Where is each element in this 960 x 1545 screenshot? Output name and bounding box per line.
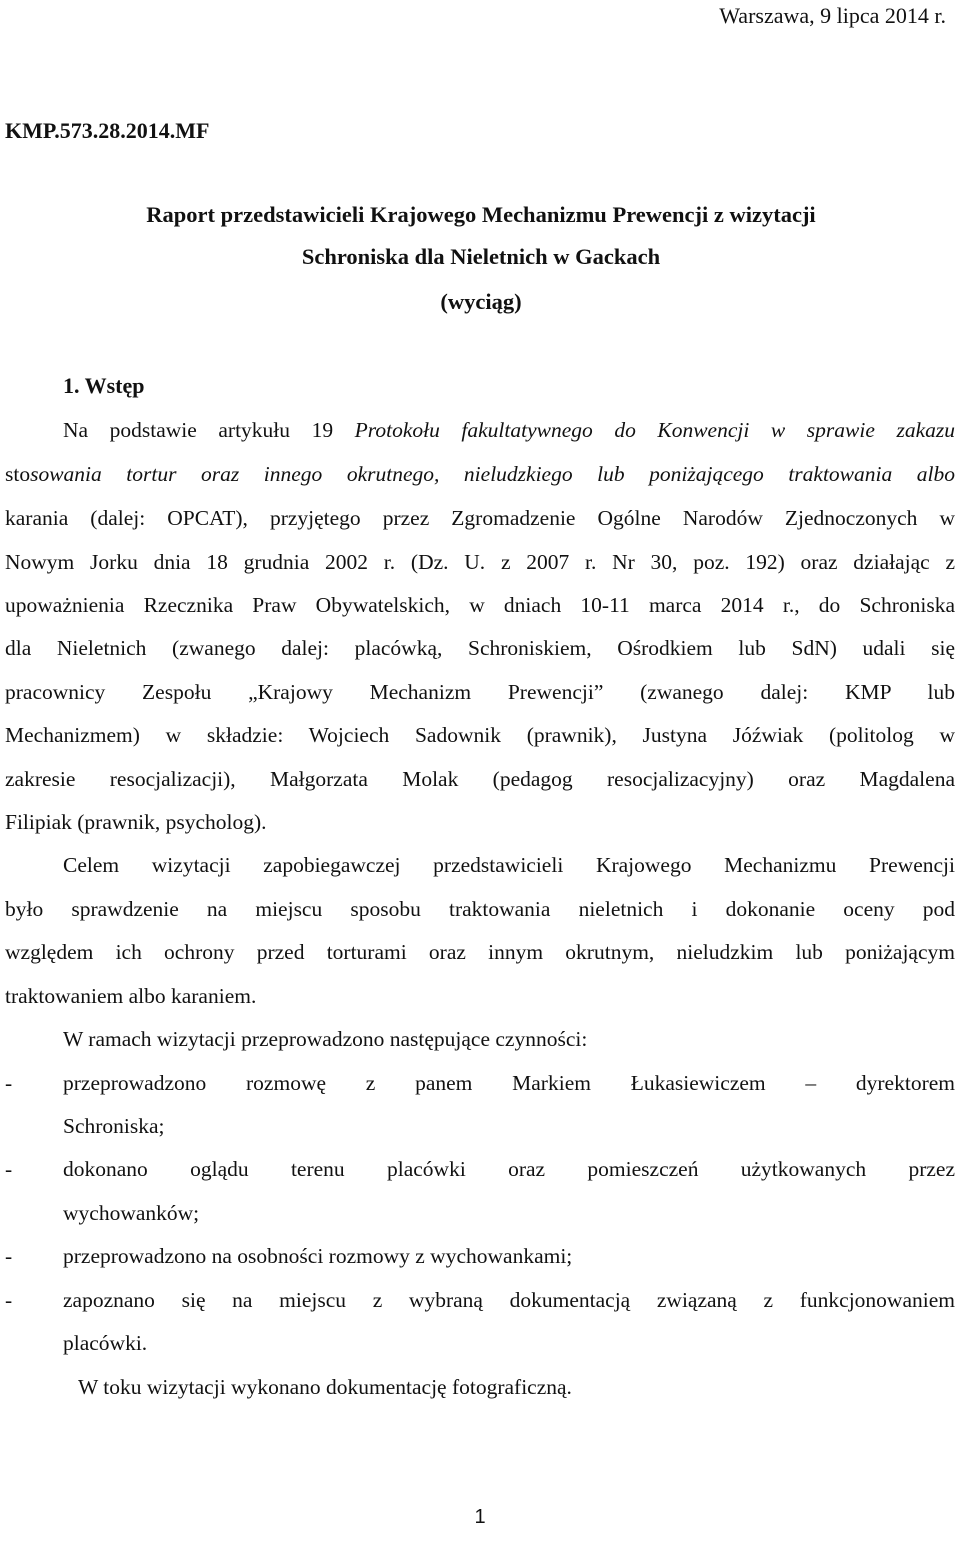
paragraph-line: karania (dalej: OPCAT), przyjętego przez Zgromadzenie Ogólne Narodów Zjednoczonych w bbox=[5, 506, 955, 530]
paragraph-line: dla Nieletnich (zwanego dalej: placówką, Schroniskiem, Ośrodkiem lub SdN) udali się bbox=[5, 636, 955, 660]
list-dash: - bbox=[5, 1244, 13, 1268]
list-item-line: placówki. bbox=[63, 1331, 148, 1355]
list-dash: - bbox=[5, 1071, 13, 1095]
list-item-line: zapoznano się na miejscu z wybraną dokumentacją związaną z funkcjonowaniem bbox=[63, 1288, 955, 1312]
section-heading: 1. Wstęp bbox=[63, 373, 145, 398]
paragraph-line: upoważnienia Rzecznika Praw Obywatelskich, w dniach 10-11 marca 2014 r., do Schroniska bbox=[5, 593, 955, 617]
paragraph-line: względem ich ochrony przed torturami oraz innym okrutnym, nieludzkim lub poniżającym bbox=[5, 940, 955, 964]
list-item-line: przeprowadzono rozmowę z panem Markiem Łukasiewiczem – dyrektorem bbox=[63, 1071, 955, 1095]
title-line-3: (wyciąg) bbox=[440, 289, 522, 314]
photo-documentation-note: W toku wizytacji wykonano dokumentację fotograficzną. bbox=[78, 1375, 572, 1399]
list-item-line: wychowanków; bbox=[63, 1201, 200, 1225]
page-number: 1 bbox=[474, 1506, 486, 1528]
place-date: Warszawa, 9 lipca 2014 r. bbox=[719, 3, 946, 28]
paragraph-line: Celem wizytacji zapobiegawczej przedstawicieli Krajowego Mechanizmu Prewencji bbox=[63, 853, 955, 877]
activities-intro: W ramach wizytacji przeprowadzono następujące czynności: bbox=[63, 1027, 588, 1051]
title-line-1: Raport przedstawicieli Krajowego Mechanizmu Prewencji z wizytacji bbox=[146, 202, 816, 227]
paragraph-line: Na podstawie artykułu 19 Protokołu fakultatywnego do Konwencji w sprawie zakazu bbox=[63, 418, 955, 442]
paragraph-line: zakresie resocjalizacji), Małgorzata Molak (pedagog resocjalizacyjny) oraz Magdalena bbox=[5, 767, 955, 791]
reference-number: KMP.573.28.2014.MF bbox=[5, 118, 210, 143]
paragraph-line: traktowaniem albo karaniem. bbox=[5, 984, 257, 1008]
paragraph-line: Mechanizmem) w składzie: Wojciech Sadownik (prawnik), Justyna Jóźwiak (politolog w bbox=[5, 723, 955, 747]
list-dash: - bbox=[5, 1157, 13, 1181]
list-item-line: dokonano oglądu terenu placówki oraz pomieszczeń użytkowanych przez bbox=[63, 1157, 955, 1181]
paragraph-line: Filipiak (prawnik, psycholog). bbox=[5, 810, 267, 834]
paragraph-line: pracownicy Zespołu „Krajowy Mechanizm Prewencji” (zwanego dalej: KMP lub bbox=[5, 680, 955, 704]
title-line-2: Schroniska dla Nieletnich w Gackach bbox=[301, 244, 661, 269]
paragraph-line: stosowania tortur oraz innego okrutnego, nieludzkiego lub poniżającego traktowania albo bbox=[5, 462, 955, 486]
list-item-line: przeprowadzono na osobności rozmowy z wychowankami; bbox=[63, 1244, 573, 1268]
paragraph-line: Nowym Jorku dnia 18 grudnia 2002 r. (Dz. U. z 2007 r. Nr 30, poz. 192) oraz działając z bbox=[5, 550, 955, 574]
paragraph-line: było sprawdzenie na miejscu sposobu traktowania nieletnich i dokonanie oceny pod bbox=[5, 897, 955, 921]
list-item-line: Schroniska; bbox=[63, 1114, 165, 1138]
list-dash: - bbox=[5, 1288, 13, 1312]
